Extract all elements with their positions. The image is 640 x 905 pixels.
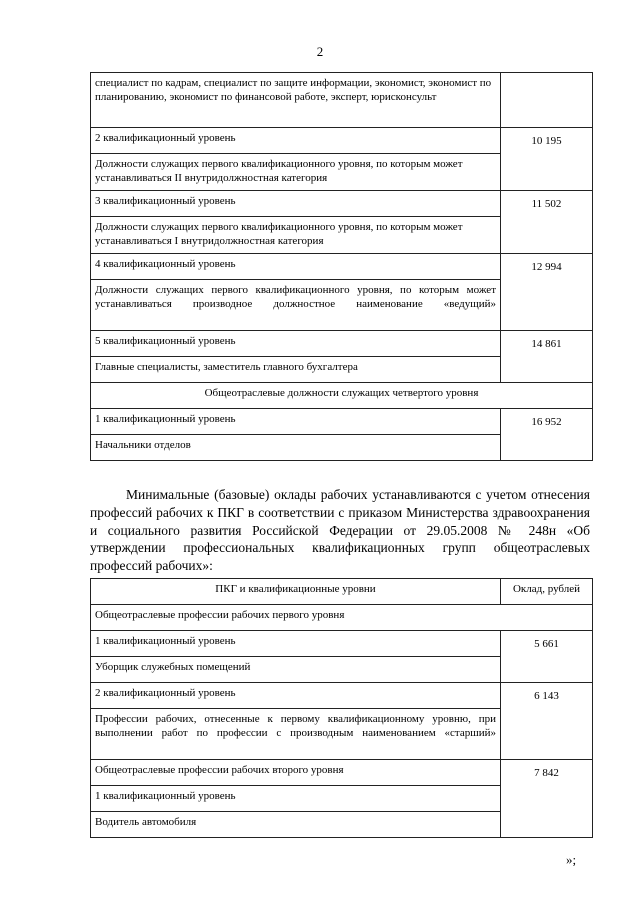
level-cell: 1 квалификационный уровень xyxy=(91,631,501,657)
salary-cell: 11 502 xyxy=(501,191,593,254)
salary-cell: 14 861 xyxy=(501,331,593,383)
table-row xyxy=(91,128,593,154)
salary-cell: 16 952 xyxy=(501,409,593,461)
section-heading: Общеотраслевые должности служащих четвертого уровня xyxy=(91,383,593,409)
table-row xyxy=(91,191,593,217)
desc-cell: Главные специалисты, заместитель главного бухгалтера xyxy=(91,357,501,383)
salary-cell: 6 143 xyxy=(501,683,593,760)
salary-cell: 7 842 xyxy=(501,760,593,838)
table-row xyxy=(91,683,593,709)
table-row xyxy=(91,254,593,280)
closing-quote: »; xyxy=(566,852,577,867)
table-header-row xyxy=(91,579,593,605)
level-cell: 3 квалификационный уровень xyxy=(91,191,501,217)
level-cell: 1 квалификационный уровень xyxy=(91,409,501,435)
header-cell: ПКГ и квалификационные уровни xyxy=(91,579,501,605)
table-row xyxy=(91,73,593,128)
desc-cell: Должности служащих первого квалификационного уровня, по которым может устанавливаться производное должностное наименование «ведущий» xyxy=(91,280,501,331)
level-cell: 4 квалификационный уровень xyxy=(91,254,501,280)
table-cell: специалист по кадрам, специалист по защите информации, экономист, экономист по планированию, экономист по финансовой работе, эксперт, юрисконсульт xyxy=(91,73,501,128)
level-cell: 5 квалификационный уровень xyxy=(91,331,501,357)
body-paragraph: Минимальные (базовые) оклады рабочих устанавливаются с учетом отнесения профессий рабочих к ПКГ в соответствии с приказом Министерства здравоохранения и социального развития Российской Федерации от 29.05.2008 № 248н «Об утверждении профессиональных квалификационных групп общеотраслевых профессий рабочих»: xyxy=(90,487,590,574)
section-heading: Общеотраслевые профессии рабочих первого уровня xyxy=(91,605,593,631)
desc-cell: Водитель автомобиля xyxy=(91,812,501,838)
salary-cell: 10 195 xyxy=(501,128,593,191)
table-row xyxy=(91,760,593,786)
desc-cell: Уборщик служебных помещений xyxy=(91,657,501,683)
salary-table-employees xyxy=(90,72,593,461)
salary-table-workers xyxy=(90,578,593,838)
table-row xyxy=(91,383,593,409)
salary-cell: 5 661 xyxy=(501,631,593,683)
header-cell: Оклад, рублей xyxy=(501,579,593,605)
table-row xyxy=(91,331,593,357)
table-cell xyxy=(501,73,593,128)
level-cell: 2 квалификационный уровень xyxy=(91,683,501,709)
table-row xyxy=(91,631,593,657)
desc-cell: Должности служащих первого квалификационного уровня, по которым может устанавливаться I внутридолжностная категория xyxy=(91,217,501,254)
page-number: 2 xyxy=(316,44,324,59)
level-cell: 1 квалификационный уровень xyxy=(91,786,501,812)
desc-cell: Начальники отделов xyxy=(91,435,501,461)
level-cell: 2 квалификационный уровень xyxy=(91,128,501,154)
desc-cell: Должности служащих первого квалификационного уровня, по которым может устанавливаться II внутридолжностная категория xyxy=(91,154,501,191)
desc-cell: Профессии рабочих, отнесенные к первому квалификационному уровню, при выполнении работ по профессии с производным наименованием «старший» xyxy=(91,709,501,760)
salary-cell: 12 994 xyxy=(501,254,593,331)
section-heading: Общеотраслевые профессии рабочих второго уровня xyxy=(91,760,501,786)
table-row xyxy=(91,605,593,631)
table-row xyxy=(91,409,593,435)
